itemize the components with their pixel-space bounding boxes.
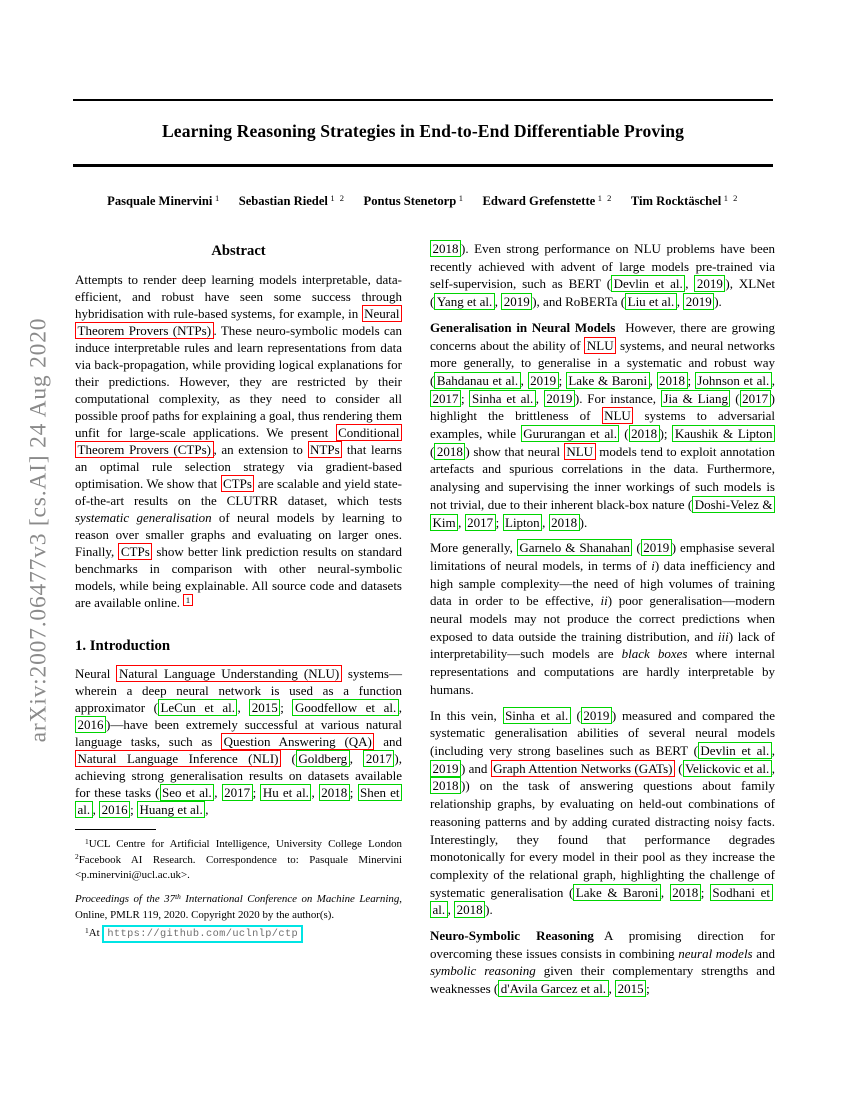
- text-run: ,: [660, 884, 670, 900]
- text-run: ,: [458, 514, 465, 530]
- citation-link[interactable]: 2019: [581, 707, 612, 724]
- term-link[interactable]: Natural Language Inference (NLI): [75, 750, 281, 767]
- introduction-heading: 1. Introduction: [75, 638, 171, 654]
- text-run: ) show that neural: [465, 443, 564, 459]
- text-run: where internal representations and computations are hardly interpretable by humans.: [430, 646, 775, 697]
- text-run: )—have been extremely successful at various natural language tasks, such as: [75, 717, 402, 749]
- text-run: symbolic reasoning: [430, 963, 536, 979]
- footnote-proceedings: [75, 892, 402, 923]
- header-rule-top: [73, 99, 773, 101]
- text-run: ), and RoBERTa (: [532, 294, 626, 310]
- citation-link[interactable]: Liu et al.: [625, 293, 677, 310]
- term-link[interactable]: Natural Language Understanding (NLU): [116, 665, 341, 682]
- citation-link[interactable]: Sodhani et al.: [430, 884, 773, 919]
- text-run: ).: [714, 294, 722, 310]
- citation-link[interactable]: 2018: [430, 777, 461, 794]
- text-run: Neuro-Symbolic Reasoning: [430, 928, 594, 944]
- text-run: ;: [280, 700, 293, 715]
- citation-link[interactable]: Sinha et al.: [469, 390, 535, 407]
- citation-link[interactable]: Doshi-Velez & Kim: [430, 496, 775, 531]
- citation-link[interactable]: LeCun et al.: [158, 699, 238, 716]
- text-run: that learns an optimal rule selection strategy via gradient-based optimisation. We show that: [75, 442, 402, 491]
- text-run: systems to adversarial examples, while: [430, 408, 775, 442]
- citation-link[interactable]: 2019: [544, 390, 575, 407]
- author-name: Sebastian Riedel $^{1 2}$: [238, 192, 346, 208]
- author-affiliation-sup: 1: [214, 192, 221, 203]
- citation-link[interactable]: Lake & Baroni: [566, 372, 650, 389]
- text-run: ,: [535, 390, 544, 406]
- text-run: show better link prediction results on standard benchmarks in comparison with other neural-symbolic models, while being explainable. All source code and datasets are available online.: [75, 544, 402, 610]
- citation-link[interactable]: 2018: [629, 425, 660, 442]
- term-link[interactable]: NLU: [564, 443, 596, 460]
- citation-link[interactable]: 2017: [740, 390, 771, 407]
- term-link[interactable]: NTPs: [308, 441, 343, 458]
- citation-link[interactable]: 2018: [549, 514, 580, 531]
- term-link[interactable]: Conditional Theorem Provers (CTPs): [75, 424, 402, 458]
- paragraph: [430, 319, 775, 531]
- text-run: ;: [687, 372, 695, 388]
- citation-link[interactable]: 2019: [683, 293, 714, 310]
- text-run: (: [674, 760, 683, 776]
- abstract-paragraph: [75, 271, 402, 611]
- paper-title: Learning Reasoning Strategies in End-to-End Differentiable Proving: [161, 121, 685, 141]
- text-run: 1: [85, 925, 89, 935]
- text-run: (: [730, 390, 740, 406]
- citation-link[interactable]: Sinha et al.: [503, 707, 571, 724]
- text-run: ). Even strong performance on NLU problems have been recently achieved with advent of large models pre-trained via self-supervision, such as BERT (: [430, 241, 775, 292]
- citation-link[interactable]: 2017: [465, 514, 496, 531]
- text-run: i: [651, 557, 655, 573]
- text-run: ,: [494, 294, 502, 310]
- text-run: ,: [771, 742, 775, 758]
- text-run: ), achieving strong generalisation results on datasets available for these tasks (: [75, 751, 402, 800]
- citation-link[interactable]: 2017: [222, 784, 253, 801]
- text-run: ,: [92, 802, 100, 817]
- author-affiliation-sup: 1 2: [597, 192, 613, 203]
- text-run: systems, and neural networks more generally, to generalise in a systematic and robust way (: [430, 337, 775, 388]
- text-run: ;: [700, 884, 710, 900]
- text-run: ) highlight the brittleness of: [430, 390, 775, 424]
- citation-link[interactable]: 2017: [363, 750, 394, 767]
- text-run: ,: [771, 372, 775, 388]
- text-run: (: [430, 443, 435, 459]
- text-run: However, there are growing concerns about the ability of: [430, 319, 775, 353]
- text-run: Proceedings of the 37: [75, 893, 176, 906]
- text-run: ), XLNet (: [430, 276, 775, 310]
- text-run: systems—wherein a deep neural network is used as a function approximator (: [75, 666, 402, 715]
- right-column: [430, 240, 775, 1006]
- text-run: ,: [311, 785, 319, 800]
- text-run: . These neuro-symbolic models can induce interpretable rules and learn representations from data via back-propagation, while providing logical explanations for their predictions. However, they are restricted by their computational complexity, as they need to consider all possible proof paths for explaining a goal, thus rendering them unfit for large-scale applications. We present: [75, 323, 402, 440]
- text-run: Facebook AI Research. Correspondence to: Pasquale Minervini <p.minervini@ucl.ac.uk>.: [75, 853, 402, 881]
- text-run: ii: [600, 593, 608, 609]
- paragraph: [430, 927, 775, 998]
- text-run: models tend to exploit annotation artefacts and spurious correlations in the data. Furthermore, analysing and supervising the inner workings of such models is not trivial, due to their inherent black-box nature (: [430, 443, 775, 512]
- text-run: At: [88, 926, 103, 939]
- citation-link[interactable]: Hu et al.: [260, 784, 311, 801]
- text-run: ,: [771, 760, 775, 776]
- text-run: );: [659, 426, 673, 442]
- citation-link[interactable]: 2018: [454, 901, 485, 918]
- text-run: black boxes: [621, 646, 688, 662]
- text-run: ).: [579, 514, 588, 530]
- text-run: ,: [542, 514, 549, 530]
- text-run: More generally,: [430, 540, 517, 556]
- text-run: ,: [398, 700, 402, 715]
- text-run: Attempts to render deep learning models interpretable, data-efficient, and robust have seen some success through hybridisation with rule-based systems, for example, in: [75, 272, 402, 321]
- text-run: and: [374, 734, 402, 749]
- citation-link[interactable]: Jia & Liang: [661, 390, 731, 407]
- paragraph: [430, 539, 775, 698]
- text-run: iii: [717, 628, 729, 644]
- text-run: , Online, PMLR 119, 2020. Copyright 2020 by the author(s).: [75, 893, 403, 921]
- text-run: ).: [485, 902, 493, 918]
- left-column: [75, 243, 402, 942]
- author-affiliation-sup: 1 2: [330, 192, 346, 203]
- text-run: (: [570, 707, 581, 723]
- text-run: ;: [252, 785, 261, 800]
- author-list: [53, 194, 793, 209]
- text-run: ;: [130, 802, 138, 817]
- citation-link[interactable]: Bahdanau et al.: [434, 372, 520, 389]
- citation-link[interactable]: Huang et al.: [137, 801, 205, 818]
- citation-link[interactable]: 2019: [430, 760, 461, 777]
- text-run: Neural: [75, 666, 117, 681]
- text-run: ,: [649, 372, 657, 388]
- citation-link[interactable]: Garnelo & Shanahan: [517, 539, 633, 556]
- introduction-paragraph: [75, 665, 402, 818]
- citation-link[interactable]: Velickovic et al.: [683, 760, 772, 777]
- text-run: , an extension to: [213, 442, 308, 457]
- citation-link[interactable]: 2018: [670, 884, 701, 901]
- text-run: ) and: [461, 760, 491, 776]
- footnote-code-link: [75, 926, 402, 942]
- text-run: In this vein,: [430, 707, 503, 723]
- term-link[interactable]: Question Answering (QA): [221, 733, 374, 750]
- text-run: ) measured and compared the systematic generalisation abilities of several neural models (including very strong baselines such as BERT (: [430, 707, 775, 758]
- citation-link[interactable]: 2019: [641, 539, 672, 556]
- author-affiliation-sup: 1 2: [723, 192, 739, 203]
- author-name: Pasquale Minervini $^1$: [107, 192, 221, 208]
- text-run: International Conference on Machine Learning: [180, 893, 400, 906]
- citation-link[interactable]: 2015: [615, 980, 646, 997]
- text-run: Generalisation in Neural Models: [430, 319, 616, 335]
- citation-link[interactable]: Devlin et al.: [611, 275, 685, 292]
- term-link[interactable]: 1: [183, 594, 192, 606]
- citation-link[interactable]: 2019: [694, 275, 725, 292]
- text-run: A promising direction for overcoming these issues consists in combining: [430, 928, 775, 961]
- author-name: Pontus Stenetorp $^1$: [363, 192, 465, 208]
- abstract-heading: Abstract: [211, 243, 266, 259]
- citation-link[interactable]: 2018: [319, 784, 350, 801]
- text-run: ;: [558, 372, 566, 388]
- citation-link[interactable]: Devlin et al.: [698, 742, 772, 759]
- citation-link[interactable]: Goodfellow et al.: [292, 699, 398, 716]
- text-run: ,: [676, 294, 684, 310]
- text-run: ) emphasise several limitations of neural models, in terms of: [430, 540, 775, 573]
- term-link[interactable]: NLU: [602, 407, 634, 424]
- text-run: ,: [447, 902, 455, 918]
- text-run: ;: [495, 514, 503, 530]
- text-run: systematic generalisation: [75, 510, 212, 525]
- citation-link[interactable]: d'Avila Garcez et al.: [498, 980, 608, 997]
- citation-link[interactable]: 2017: [430, 390, 461, 407]
- url-link[interactable]: https://github.com/uclnlp/ctp: [102, 925, 303, 943]
- text-run: of neural models by learning to reason over smaller graphs and evaluating on larger ones. Finally,: [75, 510, 402, 559]
- text-run: ,: [608, 981, 616, 997]
- text-run: )) on the task of answering questions about family relationship graphs, by evaluating on held-out combinations of reasoning patterns and by adding curated distracting noisy facts. Interestingly, they found that performance degrades monotonically for every model in their pool as they increase the complexity of the relational graph, highlighting the challenge of systematic generalisation (: [430, 778, 775, 900]
- text-run: ) lack of interpretability—such models are: [430, 628, 776, 662]
- paragraph: [430, 707, 775, 919]
- footnote-rule: [75, 829, 156, 830]
- citation-link[interactable]: Yang et al.: [434, 293, 494, 310]
- author-name: Edward Grefenstette $^{1 2}$: [482, 192, 613, 208]
- term-link[interactable]: CTPs: [118, 543, 152, 560]
- citation-link[interactable]: 2018: [434, 443, 465, 460]
- citation-link[interactable]: Gururangan et al.: [521, 425, 620, 442]
- text-run: ). For instance,: [574, 390, 661, 406]
- citation-link[interactable]: Seo et al.: [160, 784, 215, 801]
- citation-link[interactable]: 2015: [249, 699, 280, 716]
- arxiv-watermark: arXiv:2007.06477v3 [cs.AI] 24 Aug 2020: [25, 317, 52, 743]
- text-run: ,: [520, 372, 528, 388]
- term-link[interactable]: CTPs: [221, 475, 255, 492]
- text-run: UCL Centre for Artificial Intelligence, University College London: [88, 838, 402, 851]
- text-run: th: [175, 891, 181, 901]
- text-run: ,: [205, 802, 209, 817]
- text-run: (: [632, 540, 641, 556]
- text-run: ,: [685, 276, 695, 292]
- text-run: 2: [75, 852, 79, 862]
- text-run: are scalable and yield state-of-the-art results on the CLUTRR dataset, which tests: [75, 476, 402, 508]
- header-rule-bottom: [73, 164, 773, 167]
- text-run: neural models: [678, 945, 753, 961]
- text-run: (: [619, 426, 629, 442]
- text-run: ,: [214, 785, 222, 800]
- citation-link[interactable]: Lake & Baroni: [573, 884, 661, 901]
- text-run: given their complementary strengths and weaknesses (: [430, 963, 775, 997]
- paragraph: [430, 240, 775, 311]
- text-run: ;: [646, 981, 650, 997]
- citation-link[interactable]: Lipton: [503, 514, 543, 531]
- citation-link[interactable]: 2016: [75, 716, 106, 733]
- text-run: (: [281, 751, 296, 766]
- text-run: ,: [349, 751, 364, 766]
- text-run: and: [752, 945, 775, 961]
- citation-link[interactable]: Goldberg: [296, 750, 350, 767]
- author-affiliation-sup: 1: [458, 192, 465, 203]
- footnote-affiliation: [75, 837, 402, 883]
- term-link[interactable]: NLU: [584, 337, 616, 354]
- citation-link[interactable]: 2019: [528, 372, 559, 389]
- text-run: ) poor generalisation—modern neural models may not produce the correct predictions when exposed to data outside the training distribution, and: [430, 593, 775, 644]
- text-run: ;: [349, 785, 358, 800]
- citation-link[interactable]: 2016: [99, 801, 130, 818]
- citation-link[interactable]: Johnson et al.: [695, 372, 772, 389]
- citation-link[interactable]: 2018: [430, 240, 461, 257]
- term-link[interactable]: Neural Theorem Provers (NTPs): [75, 305, 402, 339]
- citation-link[interactable]: 2019: [501, 293, 532, 310]
- citation-link[interactable]: Shen et al.: [75, 784, 402, 818]
- citation-link[interactable]: Kaushik & Lipton: [672, 425, 775, 442]
- author-name: Tim Rocktäschel $^{1 2}$: [630, 192, 739, 208]
- text-run: 1: [85, 837, 89, 847]
- term-link[interactable]: Graph Attention Networks (GATs): [491, 760, 675, 777]
- text-run: ,: [237, 700, 250, 715]
- text-run: ;: [461, 390, 470, 406]
- citation-link[interactable]: 2018: [657, 372, 688, 389]
- text-run: ) data inefficiency and high sample complexity—the need of high volumes of training data in order to be effective,: [430, 557, 775, 609]
